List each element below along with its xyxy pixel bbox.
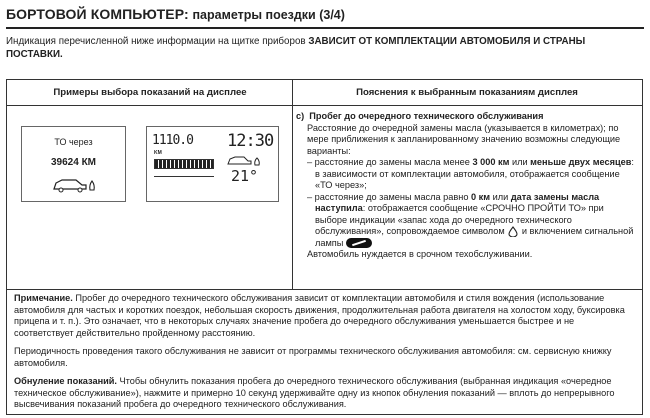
- explanation-block: [296, 111, 636, 261]
- column-divider: [292, 80, 293, 290]
- gauge-scale: [154, 173, 214, 177]
- item-title: Пробег до очередного технического обслуживания: [309, 111, 544, 121]
- intro-bold: ЗАВИСИТ ОТ КОМПЛЕКТАЦИИ АВТОМОБИЛЯ И СТРАНЫ ПОСТАВКИ.: [6, 36, 586, 60]
- explanation-bullet-2: – расстояние до замены масла равно 0 км или дата замены масла наступила: отображается сообщение «СРОЧНО ПРОЙТИ ТО» при выборе индикации «запас хода до очередного технического обслуживания», сопровождаемое символом и включением сигнальной лампы: [307, 191, 634, 248]
- page-header: [6, 6, 642, 22]
- page-title: БОРТОВОЙ КОМПЬЮТЕР:: [6, 6, 189, 22]
- page-subtitle: параметры поездки (3/4): [192, 8, 345, 22]
- oil-can-icon: [507, 226, 519, 237]
- explanation-intro: Расстояние до очередной замены масла (указывается в километрах); по мере приближения к запланированному значению возможны следующие варианты:: [307, 122, 621, 156]
- display-odometer-unit: KM: [154, 150, 162, 156]
- display-service-distance: 39624 КМ: [50, 157, 97, 168]
- display-example-service: [21, 126, 126, 202]
- fuel-gauge-bar: [154, 159, 214, 169]
- display-odometer: 1110.0: [152, 133, 193, 148]
- column-header-right: Пояснения к выбранным показаниям дисплея: [292, 80, 642, 106]
- intro-paragraph: [6, 36, 642, 61]
- reset-paragraph: Обнуление показаний. Чтобы обнулить показания пробега до очередного технического обслуживания (выбранная индикация «очередное техническое обслуживание»), нажмите и примерно 10 секунд удерживайте одну из кнопок обнуления показаний — вплоть до непрерывного высвечивания показаний пробега до очередного технического обслуживания.: [14, 376, 615, 409]
- display-clock: 12:30: [227, 131, 274, 151]
- display-temperature: 21°: [231, 167, 259, 185]
- display-service-label: ТО через: [54, 137, 93, 147]
- service-lamp-icon: [346, 238, 372, 248]
- periodicity-paragraph: Периодичность проведения такого обслуживания не зависит от программы технического обслуживания автомобиля: см. сервисную книжку автомобиля.: [14, 346, 612, 368]
- note-paragraph: Примечание. Пробег до очередного технического обслуживания зависит от комплектации автомобиля и стиля вождения (использование автомобиля для частых и коротких поездок, небольшая скорость движения, продолжительная работа двигателя на холостом ходу, буксировка прицепа и т. п.). Это означает, что в некоторых случаях значение пробега до очередного обслуживания уменьшается быстрее и не соответствует действительно пройденному расстоянию.: [14, 293, 625, 338]
- explanation-closing: Автомобиль нуждается в срочном техобслуживании.: [307, 249, 533, 259]
- display-example-dashboard: [146, 126, 279, 202]
- car-service-icon: [52, 177, 98, 193]
- header-rule: [6, 27, 644, 29]
- explanation-title: [296, 111, 636, 123]
- intro-plain: Индикация перечисленной ниже информации на щитке приборов: [6, 36, 309, 47]
- notes-block: [14, 293, 636, 418]
- info-table: [6, 79, 643, 415]
- explanation-bullet-1: – расстояние до замены масла менее 3 000 км или меньше двух месяцев: в зависимости от комплектации автомобиля, отображается сообщение «ТО через»;: [307, 157, 634, 190]
- item-letter: c): [296, 111, 305, 121]
- column-header-left: Примеры выбора показаний на дисплее: [7, 80, 293, 106]
- table-row-divider: [7, 289, 642, 290]
- car-service-icon-small: [227, 155, 263, 167]
